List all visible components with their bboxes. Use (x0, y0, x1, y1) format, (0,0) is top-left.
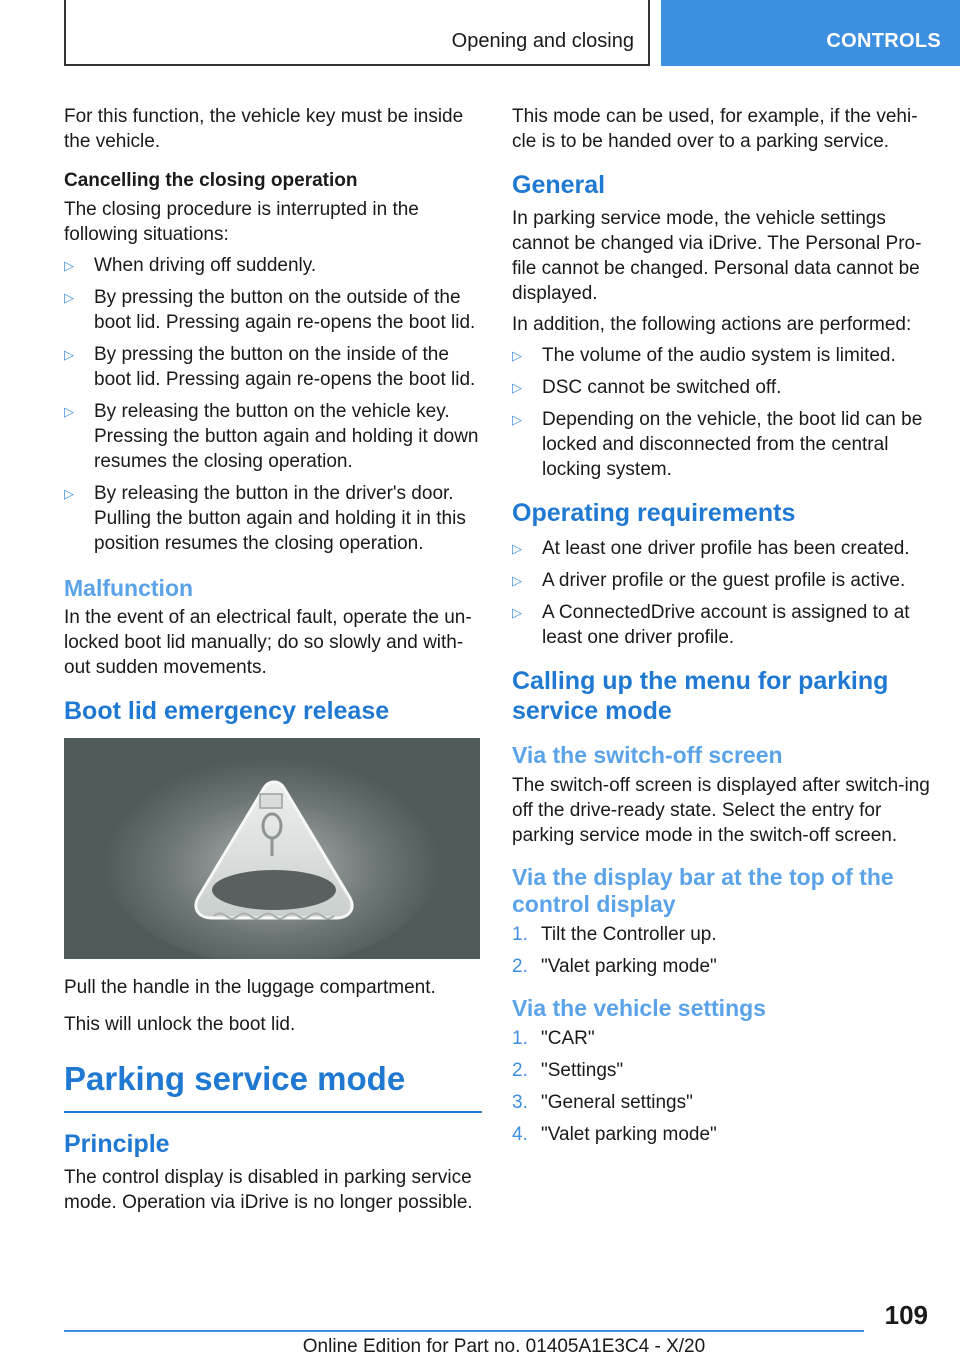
triangle-bullet-icon: ▷ (512, 380, 522, 395)
triangle-bullet-icon: ▷ (64, 258, 74, 273)
parking-service-heading: Parking service mode (64, 1059, 482, 1113)
general-heading: General (512, 171, 606, 199)
list-item: 1. Tilt the Controller up. (512, 924, 717, 945)
cancel-heading: Cancelling the closing operation (64, 170, 358, 191)
triangle-bullet-icon: ▷ (512, 541, 522, 556)
general-text: In parking service mode, the vehicle settings cannot be changed via iDrive. The Personal Pro‐file cannot be changed. Personal data cannot be displayed. (512, 208, 922, 304)
list-item: 2. "Valet parking mode" (512, 956, 717, 977)
vehicle-settings-steps (512, 1026, 930, 1147)
section-title: Opening and closing (451, 30, 634, 52)
malfunction-heading: Malfunction (64, 575, 194, 601)
header-section-box (64, 0, 650, 66)
list-item: ▷ The volume of the audio system is limited. (512, 345, 896, 366)
footer-divider (64, 1330, 864, 1332)
chapter-tab-label: CONTROLS (826, 30, 941, 52)
emergency-heading: Boot lid emergency release (64, 697, 390, 725)
figure-caption-1: Pull the handle in the luggage compartment. (64, 977, 436, 998)
triangle-bullet-icon: ▷ (512, 605, 522, 620)
list-item: ▷ By releasing the button on the vehicle key. Pressing the button again and holding it down resumes the closing operation. (64, 401, 479, 472)
triangle-bullet-icon: ▷ (64, 486, 74, 501)
list-item: ▷ When driving off suddenly. (64, 255, 317, 276)
list-item: ▷ At least one driver profile has been created. (512, 538, 910, 559)
requirements-list (512, 536, 930, 650)
switchoff-heading: Via the switch-off screen (512, 742, 783, 768)
figure-caption-2: This will unlock the boot lid. (64, 1014, 296, 1035)
triangle-bullet-icon: ▷ (512, 573, 522, 588)
list-item: ▷ By pressing the button on the outside of the boot lid. Pressing again re-opens the boot lid. (64, 287, 476, 333)
cancel-list (64, 253, 482, 556)
displaybar-steps (512, 922, 930, 979)
left-column (64, 104, 482, 1227)
principle-text: The control display is disabled in parking service mode. Operation via iDrive is no longer possible. (64, 1167, 473, 1213)
general-list (512, 343, 930, 482)
vehicle-settings-heading: Via the vehicle settings (512, 995, 766, 1021)
list-item: ▷ DSC cannot be switched off. (512, 377, 782, 398)
additional-text: In addition, the following actions are performed: (512, 314, 912, 335)
intro-paragraph: For this function, the vehicle key must be inside the vehicle. (64, 106, 464, 152)
list-item: 1. "CAR" (512, 1028, 595, 1049)
emergency-release-figure (64, 738, 480, 959)
list-item: ▷ By pressing the button on the inside of the boot lid. Pressing again re-opens the boot lid. (64, 344, 476, 390)
list-item: 4. "Valet parking mode" (512, 1124, 717, 1145)
triangle-bullet-icon: ▷ (512, 412, 522, 427)
displaybar-heading: Via the display bar at the top of the control display (512, 864, 894, 917)
page-number: 109 (884, 1300, 928, 1330)
right-intro: This mode can be used, for example, if the vehi‐cle is to be handed over to a parking service. (512, 106, 918, 152)
triangle-bullet-icon: ▷ (64, 347, 74, 362)
list-item: ▷ A ConnectedDrive account is assigned to at least one driver profile. (512, 602, 910, 648)
emergency-release-handle-icon (64, 738, 480, 959)
requirements-heading: Operating requirements (512, 499, 796, 527)
list-item: ▷ A driver profile or the guest profile is active. (512, 570, 906, 591)
list-item: ▷ Depending on the vehicle, the boot lid can be locked and disconnected from the central locking system. (512, 409, 923, 480)
list-item: ▷ By releasing the button in the driver's door. Pulling the button again and holding it in this position resumes the closing operation. (64, 483, 466, 554)
cancel-text: The closing procedure is interrupted in the following situations: (64, 199, 419, 245)
principle-heading: Principle (64, 1130, 170, 1158)
calling-heading: Calling up the menu for parking service mode (512, 667, 889, 725)
triangle-bullet-icon: ▷ (64, 290, 74, 305)
list-item: 3. "General settings" (512, 1092, 693, 1113)
triangle-bullet-icon: ▷ (64, 404, 74, 419)
chapter-tab (661, 0, 960, 66)
right-column (512, 104, 930, 1154)
triangle-bullet-icon: ▷ (512, 348, 522, 363)
footer-edition: Online Edition for Part no. 01405A1E3C4 - X/20 (302, 1336, 706, 1357)
switchoff-text: The switch-off screen is displayed after switch‐ing off the drive-ready state. Select the entry for parking service mode in the switch-off screen. (512, 775, 930, 846)
list-item: 2. "Settings" (512, 1060, 624, 1081)
malfunction-text: In the event of an electrical fault, operate the un‐locked boot lid manually; do so slowly and with‐out sudden movements. (64, 607, 472, 678)
